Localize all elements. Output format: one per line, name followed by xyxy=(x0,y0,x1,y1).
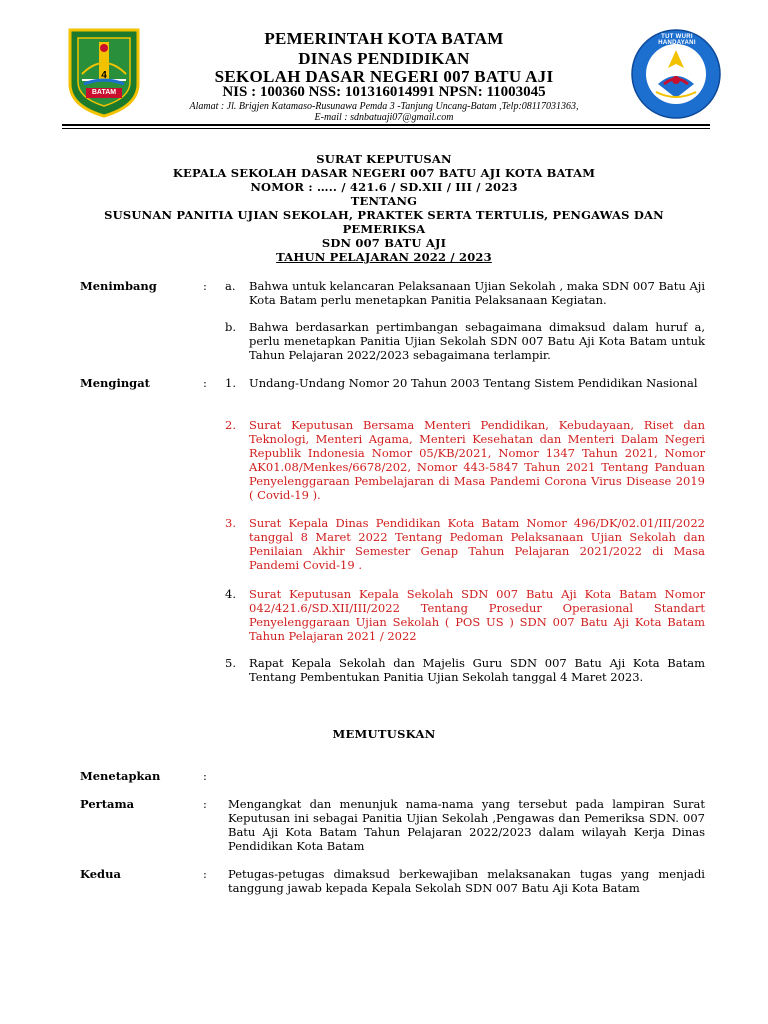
decree-title: SURAT KEPUTUSAN xyxy=(316,152,452,166)
menetapkan-label: Menetapkan xyxy=(80,769,161,783)
letterhead-email: E-mail : sdnbatuaji07@gmail.com xyxy=(314,112,454,123)
kedua-label: Kedua xyxy=(80,867,121,881)
mengingat-item-4-num: 4. xyxy=(225,587,236,601)
pertama-colon: : xyxy=(203,797,207,811)
menimbang-item-b: Bahwa berdasarkan pertimbangan sebagaimana dimaksud dalam huruf a, perlu menetapkan Panitia Ujian Sekolah SDN 007 Batu Aji Kota Batam untuk Tahun Pelajaran 2022/2023 sebagaimana terlampir. xyxy=(249,320,705,362)
mengingat-item-5-num: 5. xyxy=(225,656,236,670)
decree-issuer: KEPALA SEKOLAH DASAR NEGERI 007 BATU AJI KOTA BATAM xyxy=(172,166,596,180)
letterhead-address: Alamat : Jl. Brigjen Katamaso-Rusunawa Pemda 3 -Tanjung Uncang-Batam ,Telp:08117031363, xyxy=(189,101,579,112)
mengingat-item-3-num: 3. xyxy=(225,516,236,530)
letterhead-rule-thin xyxy=(62,128,710,129)
kedua-text: Petugas-petugas dimaksud berkewajiban melaksanakan tugas yang menjadi tanggung jawab kepada Kepala Sekolah SDN 007 Batu Aji Kota Batam xyxy=(228,867,705,895)
letterhead-department: DINAS PENDIDIKAN xyxy=(298,49,470,68)
crest-label: BATAM xyxy=(86,88,122,98)
memutuskan-heading: MEMUTUSKAN xyxy=(332,727,436,741)
mengingat-item-2-num: 2. xyxy=(225,418,236,432)
decree-school: SDN 007 BATU AJI xyxy=(321,236,447,250)
kedua-colon: : xyxy=(203,867,207,881)
mengingat-item-1-num: 1. xyxy=(225,376,236,390)
emblem-motto: TUT WURI HANDAYANI xyxy=(658,34,696,46)
decree-number: NOMOR : ….. / 421.6 / SD.XII / III / 2023 xyxy=(250,180,518,194)
menimbang-item-b-num: b. xyxy=(225,320,237,334)
mengingat-item-2: Surat Keputusan Bersama Menteri Pendidikan, Kebudayaan, Riset dan Teknologi, Menteri Agama, Menteri Kesehatan dan Menteri Dalam Negeri Republik Indonesia Nomor 05/KB/2021, Nomor 1347 Tahun 2021, Nomor AK01.08/Menkes/6678/202, Nomor 443-5847 Tahun 2021 Tentang Panduan Penyelenggaraan Pembelajaran di Masa Pandemi Corona Virus Disease 2019 ( Covid-19 ). xyxy=(249,418,705,502)
menimbang-label: Menimbang xyxy=(80,279,157,293)
mengingat-item-4: Surat Keputusan Kepala Sekolah SDN 007 Batu Aji Kota Batam Nomor 042/421.6/SD.XII/III/2022 Tentang Prosedur Operasional Standart Penyelenggaraan Ujian Sekolah ( POS US ) SDN 007 Batu Aji Kota Batam Tahun Pelajaran 2021 / 2022 xyxy=(249,587,705,643)
decree-about: TENTANG xyxy=(350,194,418,208)
letterhead-government: PEMERINTAH KOTA BATAM xyxy=(264,29,504,48)
pertama-text: Mengangkat dan menunjuk nama-nama yang tersebut pada lampiran Surat Keputusan ini sebagai Panitia Ujian Sekolah ,Pengawas dan Pemeriksa SDN. 007 Batu Aji Kota Batam Tahun Pelajaran 2022/2023 dalam wilayah Kerja Dinas Pendidikan Kota Batam xyxy=(228,797,705,853)
mengingat-item-3: Surat Kepala Dinas Pendidikan Kota Batam Nomor 496/DK/02.01/III/2022 tanggal 8 Maret 2022 Tentang Pedoman Pelaksanaan Ujian Sekolah dan Penilaian Akhir Semester Genap Tahun Pelajaran 2021/2022 di Masa Pandemi Covid-19 . xyxy=(249,516,705,572)
menetapkan-colon: : xyxy=(203,769,207,783)
menimbang-item-a-num: a. xyxy=(225,279,236,293)
mengingat-colon: : xyxy=(203,376,207,390)
decree-year: TAHUN PELAJARAN 2022 / 2023 xyxy=(276,250,492,264)
pertama-label: Pertama xyxy=(80,797,135,811)
svg-text:4: 4 xyxy=(101,70,107,81)
decree-subject-2: PEMERIKSA xyxy=(342,222,426,236)
letterhead-rule-thick xyxy=(62,124,710,126)
letterhead-identifiers: NIS : 100360 NSS: 101316014991 NPSN: 11003045 xyxy=(222,84,546,100)
tut-wuri-handayani-logo xyxy=(628,28,726,120)
mengingat-item-1: Undang-Undang Nomor 20 Tahun 2003 Tentang Sistem Pendidikan Nasional xyxy=(249,376,698,390)
menimbang-item-a: Bahwa untuk kelancaran Pelaksanaan Ujian Sekolah , maka SDN 007 Batu Aji Kota Batam perlu menetapkan Panitia Pelaksanaan Kegiatan. xyxy=(249,279,705,307)
decree-subject-1: SUSUNAN PANITIA UJIAN SEKOLAH, PRAKTEK SERTA TERTULIS, PENGAWAS DAN xyxy=(104,208,664,222)
letterhead-school: SEKOLAH DASAR NEGERI 007 BATU AJI xyxy=(214,67,554,86)
menimbang-colon: : xyxy=(203,279,207,293)
mengingat-item-5: Rapat Kepala Sekolah dan Majelis Guru SDN 007 Batu Aji Kota Batam Tentang Pembentukan Panitia Ujian Sekolah tanggal 4 Maret 2023. xyxy=(249,656,705,684)
mengingat-label: Mengingat xyxy=(80,376,150,390)
